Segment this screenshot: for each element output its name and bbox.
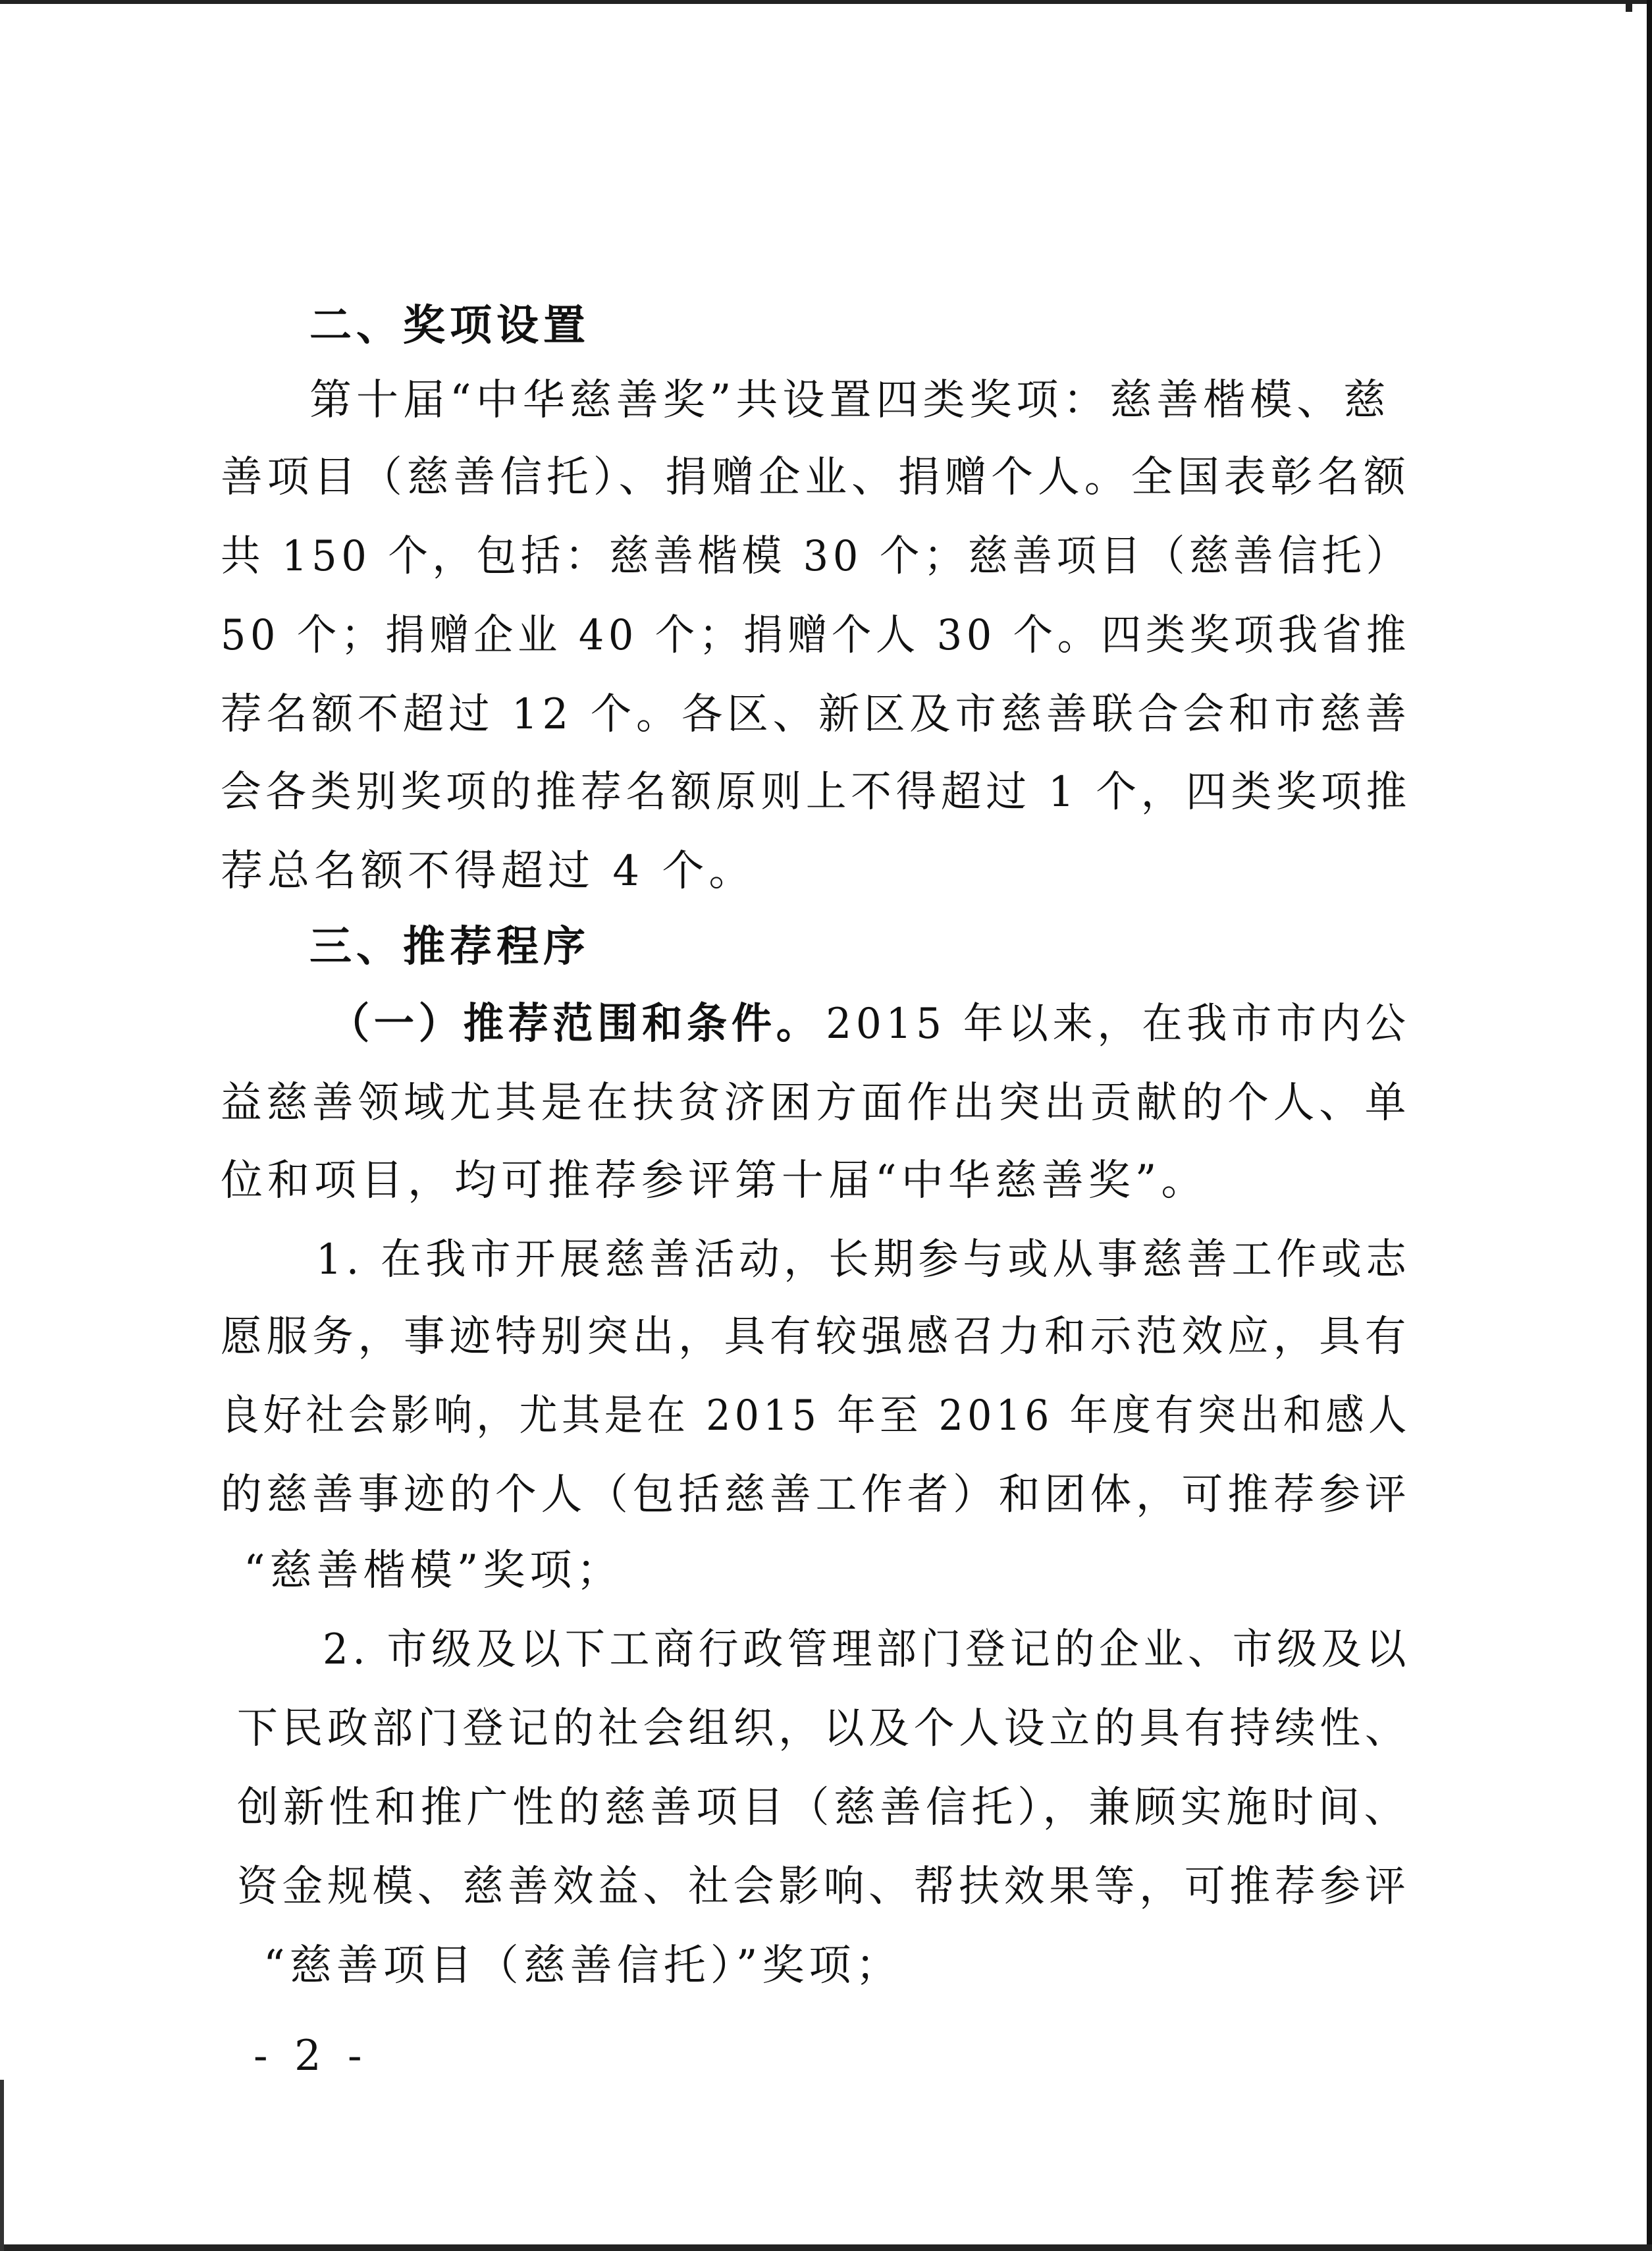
text-line (0, 364, 1652, 437)
body-text: 位和项目，均可推荐参评第十届“中华慈善奖”。 (221, 1156, 1208, 1205)
body-text: “慈善楷模”奖项； (244, 1546, 624, 1595)
text-line (0, 835, 1652, 908)
body-text: “慈善项目（慈善信托）”奖项； (263, 1941, 903, 1990)
body-text: 下民政部门登记的社会组织，以及个人设立的具有持续性、 (237, 1704, 1410, 1753)
body-text: 第十届“中华慈善奖”共设置四类奖项：慈善楷模、慈 (309, 376, 1391, 425)
scan-edge-bottom (0, 2244, 1652, 2251)
body-text: 2015 年以来，在我市市内公 (826, 1000, 1410, 1048)
text-line (0, 1930, 1652, 2002)
heading-text: （一）推荐范围和条件。 (329, 999, 821, 1048)
text-line (16, 1614, 1589, 1686)
body-text: 愿服务，事迹特别突出，具有较强感召力和示范效应，具有 (221, 1313, 1411, 1361)
text-line (5, 1459, 1622, 1531)
text-line (0, 1145, 1652, 1217)
body-text: 益慈善领域尤其是在扶贫济困方面作出突出贡献的个人、单 (221, 1079, 1411, 1127)
body-text: 荐总名额不得超过 4 个。 (221, 847, 756, 896)
text-line (9, 1851, 1603, 1923)
text-line (5, 678, 1616, 751)
body-text: 创新性和推广性的慈善项目（慈善信托），兼顾实施时间、 (237, 1783, 1410, 1832)
text-line (0, 1534, 1652, 1607)
body-text: 会各类别奖项的推荐名额原则上不得超过 1 个，四类奖项推 (221, 768, 1411, 817)
body-text: 1. 在我市开展慈善活动，长期参与或从事慈善工作或志 (316, 1235, 1411, 1284)
scan-edge-top (0, 0, 1652, 4)
text-line (5, 1301, 1622, 1373)
text-line (19, 1380, 1526, 1452)
body-text: 共 150 个，包括：慈善楷模 30 个；慈善项目（慈善信托） (221, 532, 1410, 581)
text-line (9, 1693, 1603, 1765)
text-line (4, 1772, 1626, 1844)
text-line (13, 1224, 1596, 1296)
body-text: 2. 市级及以下工商行政管理部门登记的企业、市级及以 (323, 1625, 1411, 1674)
body-text: 资金规模、慈善效益、社会影响、帮扶效果等，可推荐参评 (237, 1862, 1410, 1911)
body-text: 善项目（慈善信托）、捐赠企业、捐赠个人。全国表彰名额 (221, 453, 1410, 502)
body-text: 荐名额不超过 12 个。各区、新区及市慈善联合会和市慈善 (221, 690, 1411, 739)
body-text: 50 个；捐赠企业 40 个；捐赠个人 30 个。四类奖项我省推 (221, 611, 1410, 660)
text-line (8, 756, 1599, 828)
body-text: 的慈善事迹的个人（包括慈善工作者）和团体，可推荐参评 (221, 1471, 1411, 1519)
body-text: 良好社会影响，尤其是在 2015 年至 2016 年度有突出和感人 (221, 1392, 1411, 1440)
text-line (0, 290, 1652, 362)
text-line (0, 911, 1652, 983)
text-line (1, 441, 1646, 514)
page-number: - 2 - (253, 2032, 369, 2080)
text-line (5, 1067, 1622, 1139)
heading-text: 二、奖项设置 (309, 301, 590, 350)
text-line (12, 520, 1575, 593)
text-line (13, 599, 1572, 672)
heading-text: 三、推荐程序 (309, 922, 590, 971)
text-line (14, 988, 1594, 1060)
scan-edge-left (0, 2080, 4, 2251)
scan-mark-top-right (1626, 0, 1632, 12)
